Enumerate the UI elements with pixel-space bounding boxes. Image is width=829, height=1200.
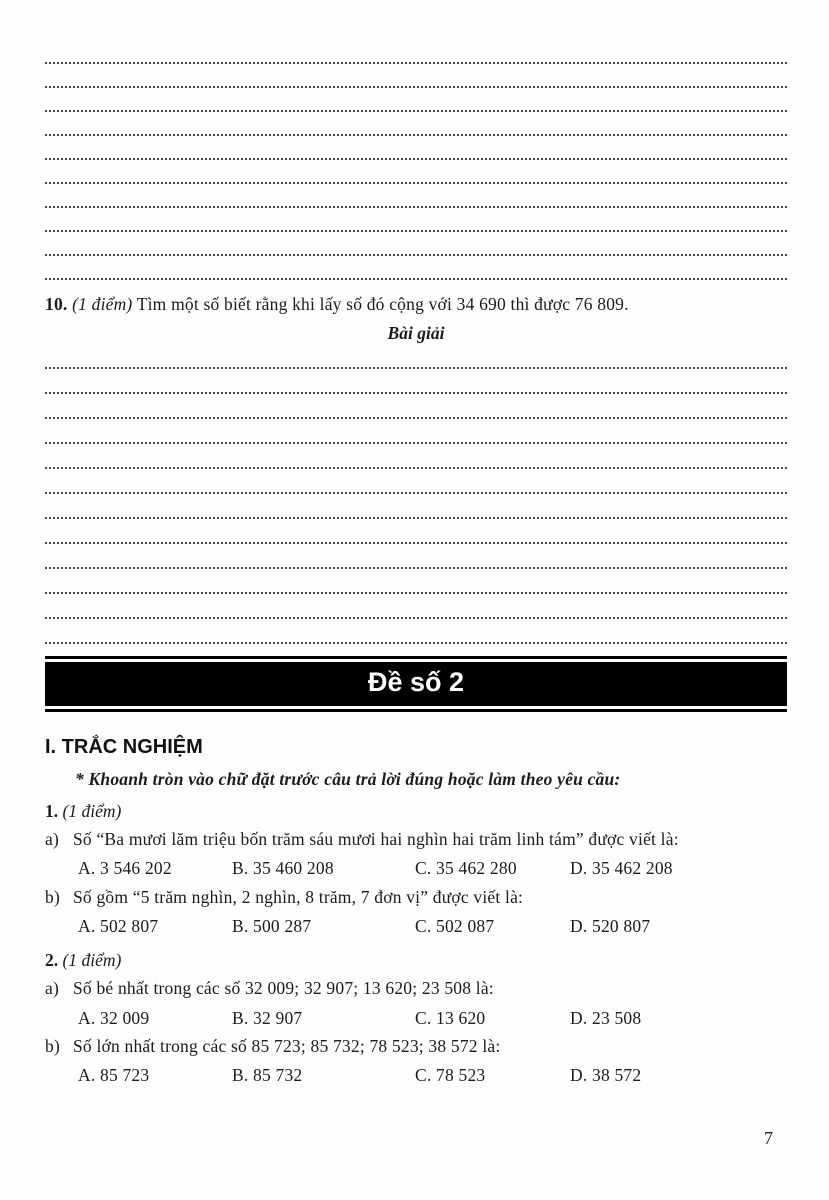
answer-option: A. 3 546 202 xyxy=(78,858,172,879)
answer-line xyxy=(45,184,787,208)
answer-option: B. 35 460 208 xyxy=(232,858,334,879)
answer-line xyxy=(45,208,787,232)
part-text: Số gồm “5 trăm nghìn, 2 nghìn, 8 trăm, 7 đơn vị” được viết là: xyxy=(73,886,524,907)
answer-line xyxy=(45,444,787,469)
answer-line xyxy=(45,394,787,419)
answer-line xyxy=(45,136,787,160)
answer-line xyxy=(45,369,787,394)
part-text: Số bé nhất trong các số 32 009; 32 907; 13 620; 23 508 là: xyxy=(73,978,494,999)
options-row xyxy=(45,855,787,881)
options-row xyxy=(45,1062,787,1088)
question-part xyxy=(45,826,787,852)
question-10-number: 10. xyxy=(45,294,68,314)
question-10 xyxy=(45,293,787,316)
answer-option: A. 502 807 xyxy=(78,915,159,936)
answer-lines-solution xyxy=(45,344,787,644)
test-title-banner xyxy=(45,656,787,712)
question-points: (1 điểm) xyxy=(62,800,122,821)
answer-option: C. 13 620 xyxy=(415,1007,486,1028)
options-row xyxy=(45,1005,787,1031)
part-text: Số lớn nhất trong các số 85 723; 85 732; 78 523; 38 572 là: xyxy=(73,1035,501,1056)
page-number: 7 xyxy=(764,1128,773,1148)
answer-option: C. 78 523 xyxy=(415,1065,486,1085)
test-title: Đề số 2 xyxy=(45,662,787,706)
question-part xyxy=(45,975,787,1001)
answer-line xyxy=(45,160,787,184)
answer-line xyxy=(45,569,787,594)
options-row xyxy=(45,913,787,939)
answer-option: D. 38 572 xyxy=(570,1065,642,1085)
solution-label: Bài giải xyxy=(387,322,445,343)
part-label: a) xyxy=(45,978,59,999)
answer-option: A. 85 723 xyxy=(78,1065,150,1085)
question-part xyxy=(45,884,787,910)
answer-option: C. 35 462 280 xyxy=(415,858,517,879)
answer-line xyxy=(45,40,787,64)
question-header xyxy=(45,947,787,973)
answer-option: D. 520 807 xyxy=(570,915,651,936)
answer-line xyxy=(45,64,787,88)
answer-line xyxy=(45,419,787,444)
answer-line xyxy=(45,544,787,569)
part-text: Số “Ba mươi lăm triệu bốn trăm sáu mươi hai nghìn hai trăm linh tám” được viết là: xyxy=(73,829,679,849)
answer-line xyxy=(45,594,787,619)
question-10-points: (1 điểm) xyxy=(72,294,133,314)
part-label: a) xyxy=(45,829,59,849)
answer-option: B. 85 732 xyxy=(232,1065,303,1085)
answer-line xyxy=(45,344,787,369)
answer-line xyxy=(45,519,787,544)
answer-line xyxy=(45,619,787,644)
answer-line xyxy=(45,88,787,112)
section-instruction: * Khoanh tròn vào chữ đặt trước câu trả lời đúng hoặc làm theo yêu cầu: xyxy=(75,768,621,789)
answer-line xyxy=(45,469,787,494)
section-heading: I. TRẮC NGHIỆM xyxy=(45,735,203,758)
question-part xyxy=(45,1033,787,1059)
part-label: b) xyxy=(45,886,60,907)
answer-line xyxy=(45,256,787,280)
question-header xyxy=(45,798,787,824)
answer-line xyxy=(45,112,787,136)
answer-line xyxy=(45,232,787,256)
questions-list xyxy=(45,798,787,1089)
question-number: 1. xyxy=(45,800,59,821)
answer-option: D. 23 508 xyxy=(570,1007,642,1028)
answer-option: A. 32 009 xyxy=(78,1007,150,1028)
answer-option: D. 35 462 208 xyxy=(570,858,673,879)
question-10-text: Tìm một số biết rằng khi lấy số đó cộng với 34 690 thì được 76 809. xyxy=(136,294,629,314)
answer-lines-top xyxy=(45,40,787,280)
answer-option: B. 500 287 xyxy=(232,915,312,936)
part-label: b) xyxy=(45,1035,60,1056)
answer-option: C. 502 087 xyxy=(415,915,495,936)
question-points: (1 điểm) xyxy=(62,950,122,970)
answer-option: B. 32 907 xyxy=(232,1007,303,1028)
question-number: 2. xyxy=(45,950,59,970)
answer-line xyxy=(45,494,787,519)
